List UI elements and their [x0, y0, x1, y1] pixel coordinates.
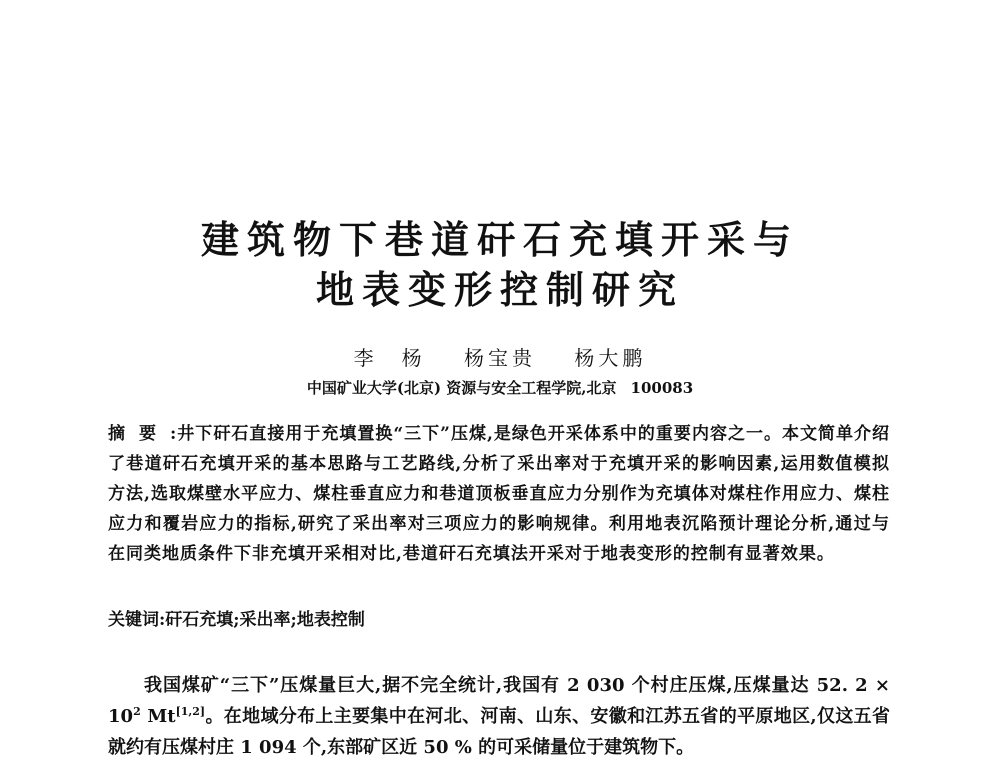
exponent: 2: [133, 705, 141, 718]
paper-title-line-2: 地表变形控制研究: [315, 268, 684, 312]
paper-title-line-1: 建筑物下巷道矸石充填开采与: [200, 218, 799, 262]
author-list: [0, 342, 1000, 371]
unit: Mt: [140, 706, 176, 727]
abstract-colon: :: [170, 424, 178, 444]
citation-ref: [1,2]: [175, 705, 206, 718]
keywords-label: 关键词:: [108, 610, 166, 630]
body-text-part-2: 。在地域分布上主要集中在河北、河南、山东、安徽和江苏五省的平原地区,仅这五省就约有压煤村庄 1 094 个,东部矿区近 50 % 的可采储量位于建筑物下。: [108, 706, 890, 758]
body-paragraph: [108, 670, 890, 763]
abstract: [108, 419, 890, 569]
body-text-part-1: 我国煤矿“三下”压煤量巨大,据不完全统计,我国有 2 030 个村庄压煤,压煤量达 52. 2 × 10: [108, 675, 890, 727]
affiliation: [0, 377, 1000, 398]
author-name: 李 杨: [353, 346, 426, 370]
affiliation-text: 中国矿业大学(北京) 资源与安全工程学院,北京: [306, 379, 617, 397]
postal-code: 100083: [630, 379, 694, 397]
abstract-text: 井下矸石直接用于充填置换“三下”压煤,是绿色开采体系中的重要内容之一。本文简单介绍了巷道矸石充填开采的基本思路与工艺路线,分析了采出率对于充填开采的影响因素,运用数值模拟方法,选取煤壁水平应力、煤柱垂直应力和巷道顶板垂直应力分别作为充填体对煤柱作用应力、煤柱应力和覆岩应力的指标,研究了采出率对三项应力的影响规律。利用地表沉陷预计理论分析,通过与在同类地质条件下非充填开采相对比,巷道矸石充填法开采对于地表变形的控制有显著效果。: [108, 424, 890, 564]
abstract-label: 摘要: [108, 424, 171, 444]
author-name: 杨大鹏: [574, 346, 647, 370]
keywords: [108, 605, 890, 635]
author-name: 杨宝贵: [464, 346, 536, 370]
keywords-text: 矸石充填;采出率;地表控制: [165, 610, 365, 630]
